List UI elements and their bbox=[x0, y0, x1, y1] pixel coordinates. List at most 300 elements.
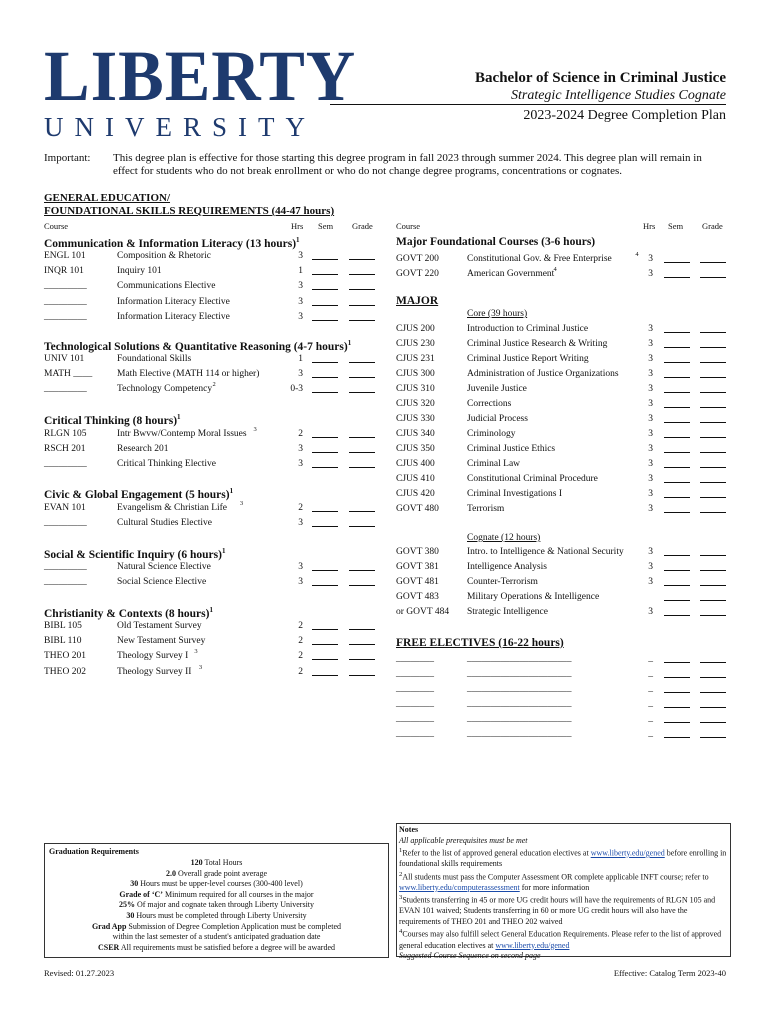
course-code: ________ bbox=[396, 699, 434, 709]
semester-blank[interactable] bbox=[312, 354, 338, 363]
course-hours: 3 bbox=[648, 562, 653, 572]
table-row bbox=[44, 266, 379, 280]
semester-blank[interactable] bbox=[664, 339, 690, 348]
semester-blank[interactable] bbox=[664, 384, 690, 393]
grade-blank[interactable] bbox=[700, 354, 726, 363]
table-row bbox=[396, 547, 731, 561]
course-title: Criminal Law bbox=[467, 459, 521, 469]
course-title: Military Operations & Intelligence bbox=[467, 592, 600, 602]
grade-blank[interactable] bbox=[700, 699, 726, 708]
graduation-item bbox=[45, 869, 388, 879]
semester-blank[interactable] bbox=[664, 699, 690, 708]
semester-blank[interactable] bbox=[664, 399, 690, 408]
semester-blank[interactable] bbox=[312, 651, 338, 660]
grade-blank[interactable] bbox=[349, 667, 375, 676]
course-title: American Government bbox=[467, 269, 555, 279]
course-hours: _ bbox=[648, 684, 653, 694]
grade-blank[interactable] bbox=[700, 444, 726, 453]
semester-blank[interactable] bbox=[664, 324, 690, 333]
course-title: Natural Science Elective bbox=[117, 562, 211, 572]
grade-blank[interactable] bbox=[700, 547, 726, 556]
course-footnote: 2 bbox=[212, 381, 216, 389]
graduation-item-text: Minimum required for all courses in the major bbox=[162, 889, 314, 899]
grade-blank[interactable] bbox=[349, 621, 375, 630]
table-row bbox=[396, 592, 731, 606]
course-code: INQR 101 bbox=[44, 266, 84, 277]
table-row bbox=[44, 251, 379, 265]
table-row bbox=[396, 729, 731, 743]
grade-blank[interactable] bbox=[349, 251, 375, 260]
section-christianity bbox=[44, 606, 213, 620]
course-title: Theology Survey I bbox=[117, 651, 189, 662]
semester-blank[interactable] bbox=[312, 459, 338, 468]
course-hours: 3 bbox=[648, 339, 653, 349]
course-hours: 3 bbox=[298, 459, 303, 470]
course-code: GOVT 483 bbox=[396, 592, 439, 602]
course-title: Criminal Justice Report Writing bbox=[467, 354, 589, 364]
course-footnote: 4 bbox=[553, 266, 557, 273]
course-title: ______________________ bbox=[467, 699, 572, 709]
grade-blank[interactable] bbox=[349, 369, 375, 378]
semester-blank[interactable] bbox=[312, 503, 338, 512]
course-hours: 3 bbox=[298, 518, 303, 529]
course-title: Research 201 bbox=[117, 444, 169, 455]
table-row bbox=[396, 654, 731, 668]
course-code: THEO 201 bbox=[44, 651, 86, 662]
revised-date: Revised: 01.27.2023 bbox=[44, 968, 115, 978]
graduation-item-text: Hours must be completed through Liberty University bbox=[134, 911, 307, 920]
table-row bbox=[44, 500, 379, 517]
table-row bbox=[44, 297, 379, 311]
grade-blank[interactable] bbox=[349, 266, 375, 275]
table-row bbox=[396, 266, 731, 283]
course-title: Terrorism bbox=[467, 504, 505, 514]
course-hours: 3 bbox=[648, 414, 653, 424]
table-row bbox=[44, 381, 379, 398]
course-title: Math Elective (MATH 114 or higher) bbox=[117, 369, 260, 380]
graduation-item-key: 30 bbox=[130, 879, 139, 889]
course-hours: _ bbox=[648, 714, 653, 724]
semester-blank[interactable] bbox=[664, 547, 690, 556]
right-col-grade: Grade bbox=[702, 221, 723, 231]
semester-blank[interactable] bbox=[664, 414, 690, 423]
grade-blank[interactable] bbox=[700, 369, 726, 378]
section-major: MAJOR bbox=[396, 295, 439, 307]
note-1: $^1$Refer to the list of approved general education electives at www.liberty.edu/gened before enrolling in foundational skills requirements bbox=[399, 847, 727, 869]
grade-blank[interactable] bbox=[349, 518, 375, 527]
grade-blank[interactable] bbox=[700, 429, 726, 438]
course-hours: 3 bbox=[298, 444, 303, 455]
table-row bbox=[396, 414, 731, 428]
course-code: GOVT 220 bbox=[396, 269, 439, 279]
notes-title: Notes bbox=[399, 825, 419, 834]
cognate-subheading: Cognate (12 hours) bbox=[467, 533, 541, 543]
semester-blank[interactable] bbox=[664, 729, 690, 738]
gen-ed-heading bbox=[44, 192, 334, 218]
table-row bbox=[396, 324, 731, 338]
grade-blank[interactable] bbox=[349, 503, 375, 512]
table-row bbox=[396, 669, 731, 683]
course-title: Cultural Studies Elective bbox=[117, 518, 212, 529]
note-4: $^4$Courses may also fulfill select General Education Requirements. Please refer to the list of approved general education electives at www.liberty.edu/gened bbox=[399, 928, 722, 950]
grade-blank[interactable] bbox=[700, 474, 726, 483]
important-label: Important: bbox=[44, 152, 91, 164]
course-title: ______________________ bbox=[467, 654, 572, 664]
computer-assessment-link[interactable]: www.liberty.edu/computerassessment bbox=[399, 882, 520, 892]
grade-blank[interactable] bbox=[700, 399, 726, 408]
grade-blank[interactable] bbox=[700, 269, 726, 278]
graduation-item bbox=[45, 858, 388, 868]
semester-blank[interactable] bbox=[312, 429, 338, 438]
graduation-item bbox=[45, 922, 388, 932]
course-code: ________ bbox=[396, 684, 434, 694]
semester-blank[interactable] bbox=[664, 654, 690, 663]
table-row bbox=[44, 577, 379, 591]
course-title: Criminal Investigations I bbox=[467, 489, 562, 499]
semester-blank[interactable] bbox=[664, 459, 690, 468]
course-hours: 3 bbox=[648, 489, 653, 499]
table-row bbox=[396, 504, 731, 518]
grade-blank[interactable] bbox=[700, 414, 726, 423]
semester-blank[interactable] bbox=[312, 621, 338, 630]
grade-blank[interactable] bbox=[700, 607, 726, 616]
course-code: CJUS 330 bbox=[396, 414, 435, 424]
course-hours: 2 bbox=[298, 636, 303, 647]
semester-blank[interactable] bbox=[664, 369, 690, 378]
title-divider bbox=[330, 104, 726, 105]
course-title: Intro. to Intelligence & National Security bbox=[467, 547, 624, 557]
gen-ed-line1: GENERAL EDUCATION/ bbox=[44, 192, 171, 204]
note-3-text: Students transferring in 45 or more UG credit hours will have the requirements of RLGN 105 and EVAN 101 waived; Students transferring in 60 or more UG credit hours will also have the requirements of THEO 201 and THEO 202 waived bbox=[399, 895, 716, 926]
course-hours: _ bbox=[648, 669, 653, 679]
course-sequence-note: Suggested Course Sequence on second page bbox=[399, 951, 541, 961]
graduation-item bbox=[45, 911, 388, 921]
course-hours: 3 bbox=[648, 547, 653, 557]
semester-blank[interactable] bbox=[664, 444, 690, 453]
grade-blank[interactable] bbox=[700, 459, 726, 468]
course-title: Criminal Justice Ethics bbox=[467, 444, 556, 454]
course-code: BIBL 105 bbox=[44, 621, 82, 631]
course-hours: _ bbox=[648, 654, 653, 664]
section-communication bbox=[44, 236, 300, 250]
grade-blank[interactable] bbox=[700, 562, 726, 571]
course-title: Intr Bwvw/Contemp Moral Issues bbox=[117, 429, 247, 439]
course-hours: 3 bbox=[298, 251, 303, 261]
grade-blank[interactable] bbox=[700, 714, 726, 723]
semester-blank[interactable] bbox=[664, 429, 690, 438]
grade-blank[interactable] bbox=[349, 297, 375, 306]
course-title: Criminal Justice Research & Writing bbox=[467, 339, 608, 349]
course-hours: 3 bbox=[648, 384, 653, 394]
course-hours: 3 bbox=[648, 369, 653, 379]
course-hours: 1 bbox=[298, 354, 303, 364]
grade-blank[interactable] bbox=[349, 312, 375, 321]
course-code: _________ bbox=[44, 296, 87, 307]
course-title: Inquiry 101 bbox=[117, 266, 162, 277]
table-row bbox=[396, 399, 731, 413]
table-row bbox=[396, 699, 731, 713]
note-2-tail: for more information bbox=[519, 882, 590, 892]
semester-blank[interactable] bbox=[664, 684, 690, 693]
course-hours: 3 bbox=[648, 459, 653, 469]
graduation-item bbox=[45, 879, 388, 889]
semester-blank[interactable] bbox=[312, 297, 338, 306]
semester-blank[interactable] bbox=[312, 636, 338, 645]
graduation-item-text: Total Hours bbox=[202, 858, 243, 867]
grade-blank[interactable] bbox=[349, 354, 375, 363]
grade-blank[interactable] bbox=[700, 254, 726, 263]
course-code: _________ bbox=[44, 384, 87, 395]
core-subheading: Core (39 hours) bbox=[467, 309, 528, 319]
important-text: This degree plan is effective for those starting this degree program in fall 2023 through summer 2024. This degree plan will remain in effect for students who do not break enrollment or who do not change degree programs, concentrations or cognates. bbox=[113, 152, 702, 177]
course-code: UNIV 101 bbox=[44, 354, 85, 364]
gened-link[interactable]: www.liberty.edu/gened bbox=[590, 848, 665, 858]
course-hours: 3 bbox=[648, 399, 653, 409]
course-hours: 0-3 bbox=[290, 384, 303, 395]
course-title: Introduction to Criminal Justice bbox=[467, 324, 589, 334]
semester-blank[interactable] bbox=[664, 577, 690, 586]
semester-blank[interactable] bbox=[312, 312, 338, 321]
section-free-electives: FREE ELECTIVES (16-22 hours) bbox=[396, 637, 564, 649]
grade-blank[interactable] bbox=[349, 562, 375, 571]
course-title: Intelligence Analysis bbox=[467, 562, 547, 572]
semester-blank[interactable] bbox=[664, 269, 690, 278]
semester-blank[interactable] bbox=[664, 562, 690, 571]
section-major-foundational bbox=[396, 236, 595, 248]
grade-blank[interactable] bbox=[349, 429, 375, 438]
course-hours: 3 bbox=[648, 504, 653, 514]
table-row bbox=[396, 684, 731, 698]
semester-blank[interactable] bbox=[664, 254, 690, 263]
notes-intro: All applicable prerequisites must be met bbox=[399, 835, 528, 845]
grade-blank[interactable] bbox=[349, 577, 375, 586]
section-critical-thinking bbox=[44, 413, 181, 427]
course-code: CJUS 350 bbox=[396, 444, 435, 454]
course-title: Information Literacy Elective bbox=[117, 296, 230, 307]
table-row bbox=[44, 354, 379, 368]
table-row bbox=[396, 577, 731, 591]
course-title: Foundational Skills bbox=[117, 354, 192, 364]
left-col-sem: Sem bbox=[318, 221, 334, 231]
plan-year: 2023-2024 Degree Completion Plan bbox=[523, 108, 726, 123]
section-civic bbox=[44, 487, 233, 501]
semester-blank[interactable] bbox=[664, 504, 690, 513]
table-row bbox=[396, 474, 731, 488]
course-title: Administration of Justice Organizations bbox=[467, 369, 619, 379]
semester-blank[interactable] bbox=[664, 592, 690, 601]
course-title: Criminology bbox=[467, 429, 516, 439]
course-code: GOVT 200 bbox=[396, 254, 439, 264]
table-row bbox=[44, 459, 379, 473]
section-christianity-text: Christianity & Contexts (8 hours) bbox=[44, 607, 210, 620]
course-hours: 2 bbox=[298, 429, 303, 439]
semester-blank[interactable] bbox=[664, 354, 690, 363]
grade-blank[interactable] bbox=[700, 339, 726, 348]
course-code: CJUS 410 bbox=[396, 474, 435, 484]
course-code: ________ bbox=[396, 714, 434, 724]
course-code: CJUS 231 bbox=[396, 354, 435, 364]
table-row bbox=[396, 354, 731, 368]
course-hours: 3 bbox=[298, 562, 303, 572]
graduation-item-key: Grade of ‘C’ bbox=[119, 889, 163, 899]
section-communication-text: Communication & Information Literacy (13 hours) bbox=[44, 237, 297, 250]
graduation-item-text: All requirements must be satisfied before a degree will be awarded bbox=[119, 942, 336, 952]
left-col-hrs: Hrs bbox=[291, 221, 304, 231]
course-title: Critical Thinking Elective bbox=[117, 459, 217, 470]
course-footnote: 3 bbox=[194, 648, 198, 656]
logo-subtext: UNIVERSITY bbox=[44, 112, 316, 142]
grade-blank[interactable] bbox=[349, 384, 375, 393]
course-code: ________ bbox=[396, 729, 434, 739]
grade-blank[interactable] bbox=[700, 729, 726, 738]
grade-blank[interactable] bbox=[349, 459, 375, 468]
graduation-requirements-title: Graduation Requirements bbox=[49, 847, 139, 856]
semester-blank[interactable] bbox=[312, 562, 338, 571]
table-row bbox=[396, 459, 731, 473]
course-hours: 3 bbox=[298, 577, 303, 588]
grade-blank[interactable] bbox=[349, 444, 375, 453]
right-col-hrs: Hrs bbox=[643, 221, 656, 231]
grade-blank[interactable] bbox=[349, 636, 375, 645]
course-code: EVAN 101 bbox=[44, 503, 86, 513]
course-hours: 3 bbox=[298, 281, 303, 292]
graduation-item-key: 30 bbox=[126, 911, 135, 920]
course-title: ______________________ bbox=[467, 729, 572, 739]
gened-link-2[interactable]: www.liberty.edu/gened bbox=[495, 940, 570, 950]
table-row bbox=[44, 562, 379, 576]
graduation-requirements-box bbox=[44, 843, 389, 958]
note-1-tail: before enrolling in foundational skills requirements bbox=[399, 848, 727, 869]
semester-blank[interactable] bbox=[312, 266, 338, 275]
grade-blank[interactable] bbox=[700, 654, 726, 663]
semester-blank[interactable] bbox=[312, 251, 338, 260]
course-footnote: 3 bbox=[198, 663, 203, 671]
course-hours: _ bbox=[648, 729, 653, 739]
course-code: _________ bbox=[44, 577, 87, 588]
semester-blank[interactable] bbox=[312, 384, 338, 393]
semester-blank[interactable] bbox=[312, 369, 338, 378]
course-code: BIBL 110 bbox=[44, 636, 82, 647]
note-2: $^2$All students must pass the Computer Assessment OR complete applicable INFT course; refer to www.liberty.edu/computerassessment for more information bbox=[399, 870, 709, 892]
course-hours: 1 bbox=[298, 266, 303, 277]
course-hours: 2 bbox=[298, 651, 303, 662]
semester-blank[interactable] bbox=[664, 714, 690, 723]
left-col-course: Course bbox=[44, 221, 69, 231]
right-col-course: Course bbox=[396, 221, 421, 231]
course-code: _________ bbox=[44, 518, 87, 529]
table-row bbox=[44, 663, 379, 681]
course-code: _________ bbox=[44, 562, 87, 572]
course-title: Information Literacy Elective bbox=[117, 311, 230, 322]
grade-blank[interactable] bbox=[700, 669, 726, 678]
course-footnote: 3 bbox=[253, 426, 257, 433]
semester-blank[interactable] bbox=[664, 489, 690, 498]
course-code: GOVT 381 bbox=[396, 562, 439, 572]
course-code: THEO 202 bbox=[44, 666, 86, 677]
graduation-item-text: Of major and cognate taken through Liberty University bbox=[134, 900, 315, 910]
table-row bbox=[396, 339, 731, 353]
course-code: CJUS 420 bbox=[396, 489, 435, 499]
table-row bbox=[396, 607, 731, 621]
graduation-item-key: 120 bbox=[190, 858, 203, 867]
course-code: CJUS 310 bbox=[396, 384, 435, 394]
course-title: Evangelism & Christian Life bbox=[117, 503, 228, 513]
graduation-item-text: Hours must be upper-level courses (300-400 level) bbox=[138, 879, 303, 889]
course-hours: 3 bbox=[648, 607, 653, 617]
course-hours: 3 bbox=[648, 269, 653, 279]
course-hours: 3 bbox=[648, 354, 653, 364]
table-row bbox=[44, 426, 379, 443]
course-hours: 3 bbox=[648, 474, 653, 484]
course-title: Juvenile Justice bbox=[467, 384, 527, 394]
grade-blank[interactable] bbox=[700, 592, 726, 601]
course-title: Technology Competency bbox=[117, 384, 213, 395]
notes-box bbox=[396, 823, 731, 961]
semester-blank[interactable] bbox=[664, 474, 690, 483]
table-row bbox=[396, 489, 731, 503]
grade-blank[interactable] bbox=[700, 504, 726, 513]
grade-blank[interactable] bbox=[349, 281, 375, 290]
semester-blank[interactable] bbox=[312, 518, 338, 527]
course-code: RLGN 105 bbox=[44, 429, 87, 439]
semester-blank[interactable] bbox=[312, 444, 338, 453]
course-title: Counter-Terrorism bbox=[467, 577, 538, 587]
course-title: Theology Survey II bbox=[117, 666, 192, 677]
course-code: CJUS 400 bbox=[396, 459, 435, 469]
course-code: _________ bbox=[44, 311, 87, 322]
table-row bbox=[44, 636, 379, 650]
course-title: Strategic Intelligence bbox=[467, 607, 548, 617]
graduation-item-text: Submission of Degree Completion Application must be completed bbox=[126, 921, 342, 931]
section-civic-text: Civic & Global Engagement (5 hours) bbox=[44, 488, 230, 501]
grade-blank[interactable] bbox=[700, 684, 726, 693]
semester-blank[interactable] bbox=[664, 607, 690, 616]
grade-blank[interactable] bbox=[700, 489, 726, 498]
grade-blank[interactable] bbox=[700, 577, 726, 586]
table-row bbox=[396, 562, 731, 576]
note-1-text: Refer to the list of approved general education electives at bbox=[402, 848, 591, 858]
table-row bbox=[44, 444, 379, 458]
grade-blank[interactable] bbox=[700, 324, 726, 333]
grade-blank[interactable] bbox=[700, 384, 726, 393]
note-4-text: Courses may also fulfill select General Education Requirements. Please refer to the list of approved general education electives at bbox=[399, 930, 722, 950]
table-row bbox=[44, 312, 379, 326]
course-code: CJUS 340 bbox=[396, 429, 435, 439]
course-title: ______________________ bbox=[467, 684, 572, 694]
course-hours: 2 bbox=[298, 503, 303, 513]
course-hours: 3 bbox=[648, 444, 653, 454]
course-title: Corrections bbox=[467, 399, 512, 409]
note-3: $^3$Students transferring in 45 or more UG credit hours will have the requirements of RLGN 105 and EVAN 101 waived; Students transferring in 60 or more UG credit hours will also have the requirements of THEO 201 and THEO 202 waived bbox=[399, 894, 716, 926]
semester-blank[interactable] bbox=[312, 577, 338, 586]
course-hours: 3 bbox=[648, 254, 653, 264]
semester-blank[interactable] bbox=[312, 281, 338, 290]
semester-blank[interactable] bbox=[312, 667, 338, 676]
section-social bbox=[44, 547, 225, 561]
semester-blank[interactable] bbox=[664, 669, 690, 678]
course-hours: 3 bbox=[648, 577, 653, 587]
grade-blank[interactable] bbox=[349, 651, 375, 660]
table-row bbox=[44, 518, 379, 532]
section-critical-thinking-sup: 1 bbox=[177, 413, 181, 421]
course-hours: _ bbox=[648, 699, 653, 709]
section-social-text: Social & Scientific Inquiry (6 hours) bbox=[44, 548, 222, 561]
graduation-item bbox=[45, 943, 388, 953]
course-code: CJUS 300 bbox=[396, 369, 435, 379]
logo-wordmark: LIBERTY bbox=[44, 36, 357, 116]
graduation-item bbox=[45, 890, 388, 900]
table-row bbox=[396, 369, 731, 383]
